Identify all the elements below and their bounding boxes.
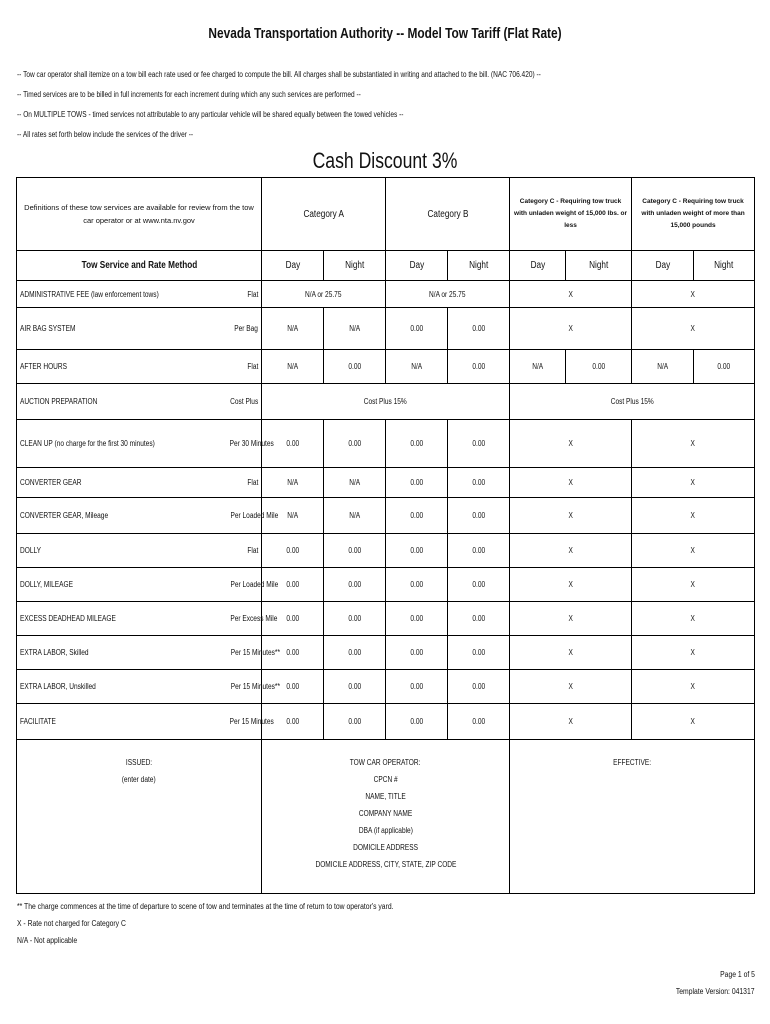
category-a-night: N/A — [324, 308, 386, 350]
category-c-large-rate: X — [632, 670, 755, 704]
service-name: EXCESS DEADHEAD MILEAGE — [17, 602, 217, 636]
category-c-small-rate: X — [510, 308, 632, 350]
table-row — [17, 636, 755, 670]
rate-method: Per Loaded Mile — [217, 568, 262, 602]
category-c-large-rate: X — [632, 704, 755, 740]
category-b-header: Category B — [386, 178, 510, 251]
category-c-large-rate: X — [632, 602, 755, 636]
category-c-small-rate: X — [510, 704, 632, 740]
footer-line: DBA (if applicable) — [358, 826, 413, 835]
category-a-night-header: Night — [324, 251, 386, 281]
category-header-row — [17, 178, 755, 251]
category-a-night: 0.00 — [324, 568, 386, 602]
category-c-large-day: N/A — [632, 350, 694, 384]
definitions-header: Definitions of these tow services are available for review from the tow car operator or at www.nta.nv.gov — [17, 178, 262, 251]
service-name: AFTER HOURS — [17, 350, 217, 384]
service-name: DOLLY, MILEAGE — [17, 568, 217, 602]
service-name: DOLLY — [17, 534, 217, 568]
category-c-large-rate: X — [632, 568, 755, 602]
table-row — [17, 420, 755, 468]
category-a-day: 0.00 — [262, 534, 324, 568]
category-b-night: 0.00 — [448, 670, 510, 704]
service-name: EXTRA LABOR, Unskilled — [17, 670, 217, 704]
category-c-large-rate: X — [632, 534, 755, 568]
service-name: EXTRA LABOR, Skilled — [17, 636, 217, 670]
category-b-day: 0.00 — [386, 534, 448, 568]
category-b-night: 0.00 — [448, 350, 510, 384]
category-a-night: N/A — [324, 468, 386, 498]
category-c-small-header: Category C - Requiring tow truck with unladen weight of 15,000 lbs. or less — [510, 178, 632, 251]
rate-method: Flat — [217, 281, 262, 308]
category-b-night: 0.00 — [448, 308, 510, 350]
rate-method: Per 15 Minutes** — [217, 670, 262, 704]
category-c-large-rate: X — [632, 308, 755, 350]
template-version: Template Version: 041317 — [676, 987, 755, 996]
category-a-day-header: Day — [262, 251, 324, 281]
category-c-rate: Cost Plus 15% — [510, 384, 755, 420]
category-b-night: 0.00 — [448, 468, 510, 498]
category-a-day: N/A — [262, 308, 324, 350]
category-a-night: 0.00 — [324, 420, 386, 468]
note-multiple-tows: -- On MULTIPLE TOWS - timed services not attributable to any particular vehicle will be shared equally between the towed vehicles -- — [17, 110, 404, 119]
table-row — [17, 670, 755, 704]
footer-line: ISSUED: — [125, 758, 153, 767]
category-b-day: 0.00 — [386, 636, 448, 670]
rate-method: Per 30 Minutes — [217, 420, 262, 468]
category-c-small-day-header: Day — [510, 251, 566, 281]
signature-row — [17, 740, 755, 894]
footer-line: (enter date) — [122, 775, 156, 784]
category-ab-rate: Cost Plus 15% — [262, 384, 510, 420]
day-night-header-row — [17, 251, 755, 281]
service-name: ADMINISTRATIVE FEE (law enforcement tows) — [17, 281, 217, 308]
footer-line: DOMICILE ADDRESS, CITY, STATE, ZIP CODE — [315, 860, 456, 869]
rate-method: Flat — [217, 350, 262, 384]
category-a-night: 0.00 — [324, 636, 386, 670]
category-b-day-header: Day — [386, 251, 448, 281]
category-c-large-day-header: Day — [632, 251, 694, 281]
category-c-small-rate: X — [510, 281, 632, 308]
category-c-small-day: N/A — [510, 350, 566, 384]
category-b-day: 0.00 — [386, 468, 448, 498]
service-name: CONVERTER GEAR — [17, 468, 217, 498]
category-c-small-rate: X — [510, 568, 632, 602]
category-b-night: 0.00 — [448, 568, 510, 602]
category-a-night: 0.00 — [324, 350, 386, 384]
table-row — [17, 704, 755, 740]
category-b-night: 0.00 — [448, 420, 510, 468]
service-method-header: Tow Service and Rate Method — [17, 251, 262, 281]
cash-discount-heading: Cash Discount 3% — [312, 148, 458, 173]
rate-method: Flat — [217, 468, 262, 498]
tow-operator-cell — [262, 740, 510, 894]
category-b-night: 0.00 — [448, 704, 510, 740]
table-row — [17, 602, 755, 636]
footer-line: EFFECTIVE: — [613, 758, 651, 767]
service-name: AUCTION PREPARATION — [17, 384, 217, 420]
category-c-large-header: Category C - Requiring tow truck with unladen weight of more than 15,000 pounds — [632, 178, 755, 251]
category-a-night: N/A — [324, 498, 386, 534]
category-a-day: 0.00 — [262, 420, 324, 468]
note-itemize: -- Tow car operator shall itemize on a tow bill each rate used or fee charged to compute the bill. All charges shall be substantiated in writing and attached to the bill. (NAC 706.420) -- — [17, 70, 541, 79]
document-title: Nevada Transportation Authority -- Model Tow Tariff (Flat Rate) — [208, 26, 562, 42]
note-timed-services: -- Timed services are to be billed in full increments for each increment during which any such services are performed -- — [17, 90, 361, 99]
category-b-day: 0.00 — [386, 498, 448, 534]
legend-x: X - Rate not charged for Category C — [17, 919, 126, 928]
table-row — [17, 281, 755, 308]
category-a-day: 0.00 — [262, 670, 324, 704]
category-a-day: 0.00 — [262, 704, 324, 740]
category-c-small-night: 0.00 — [566, 350, 632, 384]
rate-method: Cost Plus — [217, 384, 262, 420]
rate-method: Flat — [217, 534, 262, 568]
table-row — [17, 498, 755, 534]
legend-na: N/A - Not applicable — [17, 936, 78, 945]
table-row — [17, 534, 755, 568]
category-c-large-rate: X — [632, 420, 755, 468]
rate-method: Per 15 Minutes** — [217, 636, 262, 670]
category-a-night: 0.00 — [324, 704, 386, 740]
table-row — [17, 350, 755, 384]
page-number: Page 1 of 5 — [720, 970, 755, 979]
legend-timed-charge: ** The charge commences at the time of departure to scene of tow and terminates at the time of return to tow operator's yard. — [17, 902, 394, 911]
category-c-large-rate: X — [632, 636, 755, 670]
rate-method: Per Loaded Mile — [217, 498, 262, 534]
service-name: FACILITATE — [17, 704, 217, 740]
issued-cell — [17, 740, 262, 894]
category-b-night: 0.00 — [448, 602, 510, 636]
service-name: AIR BAG SYSTEM — [17, 308, 217, 350]
category-b-night: 0.00 — [448, 498, 510, 534]
footer-line: NAME, TITLE — [365, 792, 406, 801]
category-a-day: N/A — [262, 498, 324, 534]
category-b-day: 0.00 — [386, 704, 448, 740]
category-a-night: 0.00 — [324, 670, 386, 704]
category-c-large-night: 0.00 — [694, 350, 755, 384]
category-b-day: N/A — [386, 350, 448, 384]
table-row — [17, 384, 755, 420]
category-a-day: 0.00 — [262, 636, 324, 670]
footer-line: DOMICILE ADDRESS — [353, 843, 418, 852]
note-driver-services: -- All rates set forth below include the services of the driver -- — [17, 130, 194, 139]
category-b-night: 0.00 — [448, 534, 510, 568]
category-b-day: 0.00 — [386, 308, 448, 350]
category-a-day: 0.00 — [262, 602, 324, 636]
effective-cell — [510, 740, 755, 894]
category-b-night-header: Night — [448, 251, 510, 281]
category-b-day: 0.00 — [386, 568, 448, 602]
category-c-large-rate: X — [632, 281, 755, 308]
category-a-day: 0.00 — [262, 568, 324, 602]
category-a-day: N/A — [262, 350, 324, 384]
category-c-small-rate: X — [510, 636, 632, 670]
category-c-small-rate: X — [510, 534, 632, 568]
footer-line: COMPANY NAME — [358, 809, 413, 818]
category-c-large-rate: X — [632, 468, 755, 498]
category-c-small-night-header: Night — [566, 251, 632, 281]
tariff-table — [16, 177, 755, 894]
category-c-small-rate: X — [510, 420, 632, 468]
rate-method: Per 15 Minutes — [217, 704, 262, 740]
rate-method: Per Bag — [217, 308, 262, 350]
table-row — [17, 308, 755, 350]
service-name: CLEAN UP (no charge for the first 30 minutes) — [17, 420, 217, 468]
category-c-small-rate: X — [510, 670, 632, 704]
rate-method: Per Excess Mile — [217, 602, 262, 636]
category-c-large-night-header: Night — [694, 251, 755, 281]
category-b-day: 0.00 — [386, 670, 448, 704]
footer-line: TOW CAR OPERATOR: — [350, 758, 421, 767]
category-a-night: 0.00 — [324, 602, 386, 636]
category-b-night: 0.00 — [448, 636, 510, 670]
category-a-night: 0.00 — [324, 534, 386, 568]
table-row — [17, 568, 755, 602]
category-c-small-rate: X — [510, 468, 632, 498]
category-a-day: N/A — [262, 468, 324, 498]
table-row — [17, 468, 755, 498]
category-a-header: Category A — [262, 178, 386, 251]
category-c-large-rate: X — [632, 498, 755, 534]
category-c-small-rate: X — [510, 602, 632, 636]
category-c-small-rate: X — [510, 498, 632, 534]
category-b-rate: N/A or 25.75 — [386, 281, 510, 308]
category-b-day: 0.00 — [386, 602, 448, 636]
category-a-rate: N/A or 25.75 — [262, 281, 386, 308]
service-name: CONVERTER GEAR, Mileage — [17, 498, 217, 534]
footer-line: CPCN # — [373, 775, 398, 784]
category-b-day: 0.00 — [386, 420, 448, 468]
